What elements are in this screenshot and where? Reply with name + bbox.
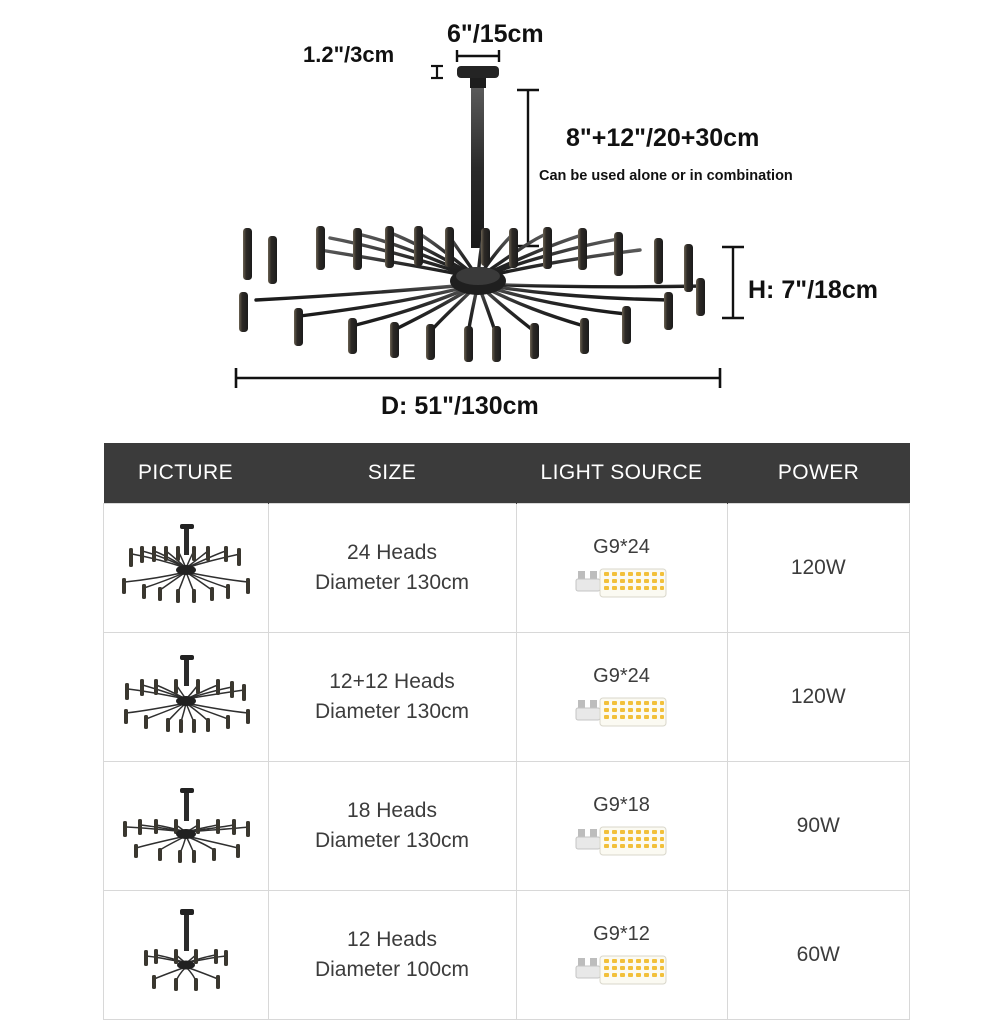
light-source-code: G9*18: [593, 793, 650, 816]
row-light-source-cell: [516, 891, 727, 1020]
g9-led-bulb-icon: [566, 952, 678, 988]
row-picture-cell: [104, 504, 269, 633]
column-header-power: POWER: [727, 443, 910, 504]
chandelier-12-heads-thumbnail: [110, 903, 262, 1007]
rod-length-label: 8"+12"/20+30cm: [566, 124, 760, 152]
row-size-cell: [268, 891, 516, 1020]
column-header-picture: PICTURE: [104, 443, 269, 504]
row-size-cell: [268, 504, 516, 633]
row-power-cell: 120W: [727, 633, 910, 762]
row-picture-cell: [104, 762, 269, 891]
size-line-2: Diameter 100cm: [314, 958, 470, 981]
drop-rod: [471, 88, 484, 248]
row-size-cell: [268, 633, 516, 762]
canopy-height-label: 1.2"/3cm: [303, 42, 395, 67]
chandelier-12-plus-12-heads-thumbnail: [110, 645, 262, 749]
product-dimension-diagram: [0, 0, 1000, 430]
chandelier-line-drawing: [0, 0, 1000, 430]
row-size-cell: [268, 762, 516, 891]
size-line-1: 24 Heads: [347, 540, 437, 564]
row-light-source-cell: [516, 504, 727, 633]
size-line-2: Diameter 130cm: [314, 700, 470, 723]
size-line-1: 18 Heads: [347, 798, 437, 822]
diameter-label: D: 51"/130cm: [381, 392, 539, 420]
diameter-dimension: [236, 368, 720, 388]
row-picture-cell: [104, 891, 269, 1020]
size-line-1: 12 Heads: [347, 927, 437, 951]
ceiling-canopy: [457, 66, 499, 88]
table-header-row: [104, 443, 910, 504]
g9-led-bulb-icon: [566, 565, 678, 601]
size-line-2: Diameter 130cm: [314, 571, 470, 594]
row-power-cell: 90W: [727, 762, 910, 891]
column-header-light-source: LIGHT SOURCE: [516, 443, 727, 504]
row-light-source-cell: [516, 762, 727, 891]
chandelier-18-heads-thumbnail: [110, 774, 262, 878]
light-source-code: G9*12: [593, 922, 650, 945]
fixture-height-label: H: 7"/18cm: [748, 276, 878, 304]
rod-length-note: Can be used alone or in combination: [539, 168, 793, 184]
g9-led-bulb-icon: [566, 823, 678, 859]
chandelier-24-heads-thumbnail: [110, 516, 262, 620]
size-line-1: 12+12 Heads: [329, 669, 455, 693]
canopy-width-label: 6"/15cm: [447, 20, 544, 48]
specification-table: [103, 443, 910, 1020]
g9-led-bulb-icon: [566, 694, 678, 730]
table-row: [104, 762, 910, 891]
column-header-size: SIZE: [268, 443, 516, 504]
light-source-code: G9*24: [593, 664, 650, 687]
fixture-height-dimension: [722, 247, 744, 318]
rod-length-dimension: [517, 90, 539, 246]
table-row: [104, 504, 910, 633]
canopy-width-dimension: [457, 50, 499, 62]
table-row: [104, 633, 910, 762]
row-power-cell: 120W: [727, 504, 910, 633]
size-line-2: Diameter 130cm: [314, 829, 470, 852]
table-row: [104, 891, 910, 1020]
row-power-cell: 60W: [727, 891, 910, 1020]
canopy-height-dimension: [431, 66, 443, 78]
light-source-code: G9*24: [593, 535, 650, 558]
row-picture-cell: [104, 633, 269, 762]
row-light-source-cell: [516, 633, 727, 762]
